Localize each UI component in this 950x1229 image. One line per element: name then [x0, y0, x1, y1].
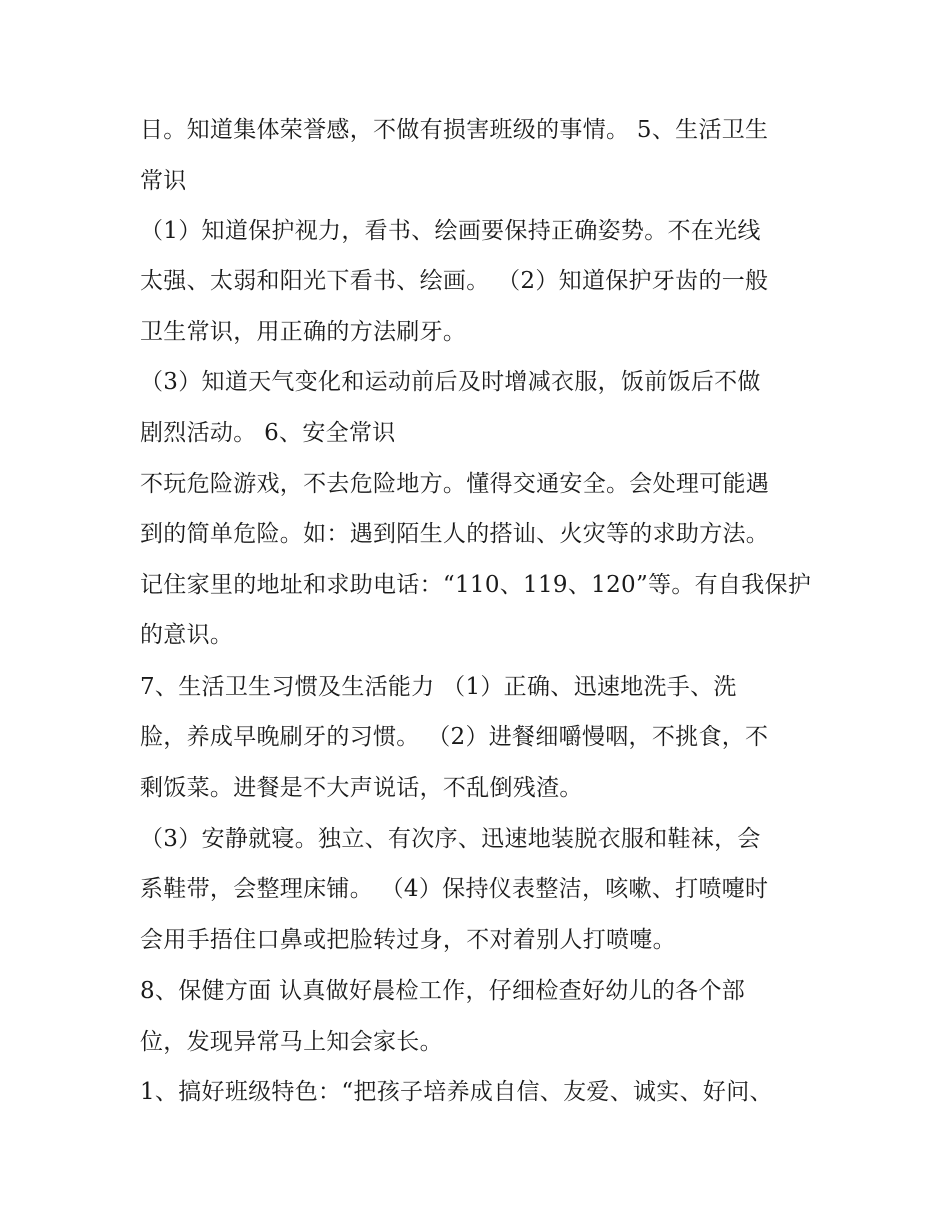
- text-line: 太强、太弱和阳光下看书、绘画。 （2）知道保护牙齿的一般: [140, 268, 769, 294]
- text-line: 1、搞好班级特色：“把孩子培养成自信、友爱、诚实、好问、: [140, 1079, 773, 1105]
- text-line: （3）知道天气变化和运动前后及时增减衣服，饭前饭后不做: [140, 369, 761, 395]
- text-line: 脸，养成早晚刷牙的习惯。 （2）进餐细嚼慢咽，不挑食，不: [140, 724, 769, 750]
- text-line: 剩饭菜。进餐是不大声说话，不乱倒残渣。: [140, 775, 583, 801]
- text-line: 记住家里的地址和求助电话：“110、119、120”等。有自我保护: [140, 572, 812, 598]
- text-line: 会用手捂住口鼻或把脸转过身，不对着别人打喷嚏。: [140, 927, 676, 953]
- text-line: 系鞋带，会整理床铺。 （4）保持仪表整洁，咳嗽、打喷嚏时: [140, 876, 769, 902]
- text-line: 8、保健方面 认真做好晨检工作，仔细检查好幼儿的各个部: [140, 978, 746, 1004]
- text-line: 的意识。: [140, 622, 234, 648]
- text-line: 到的简单危险。如：遇到陌生人的搭讪、火灾等的求助方法。: [140, 521, 770, 547]
- text-line: 7、生活卫生习惯及生活能力 （1）正确、迅速地洗手、洗: [140, 674, 737, 700]
- text-line: 不玩危险游戏，不去危险地方。懂得交通安全。会处理可能遇: [140, 471, 770, 497]
- text-line: （1）知道保护视力，看书、绘画要保持正确姿势。不在光线: [140, 218, 761, 244]
- text-line: 卫生常识，用正确的方法刷牙。: [140, 319, 467, 345]
- text-line: 位，发现异常马上知会家长。: [140, 1029, 443, 1055]
- text-line: （3）安静就寝。独立、有次序、迅速地装脱衣服和鞋袜，会: [140, 826, 761, 852]
- text-line: 剧烈活动。 6、安全常识: [140, 420, 396, 446]
- text-line: 日。知道集体荣誉感，不做有损害班级的事情。 5、生活卫生: [140, 117, 769, 143]
- text-line: 常识: [140, 168, 187, 194]
